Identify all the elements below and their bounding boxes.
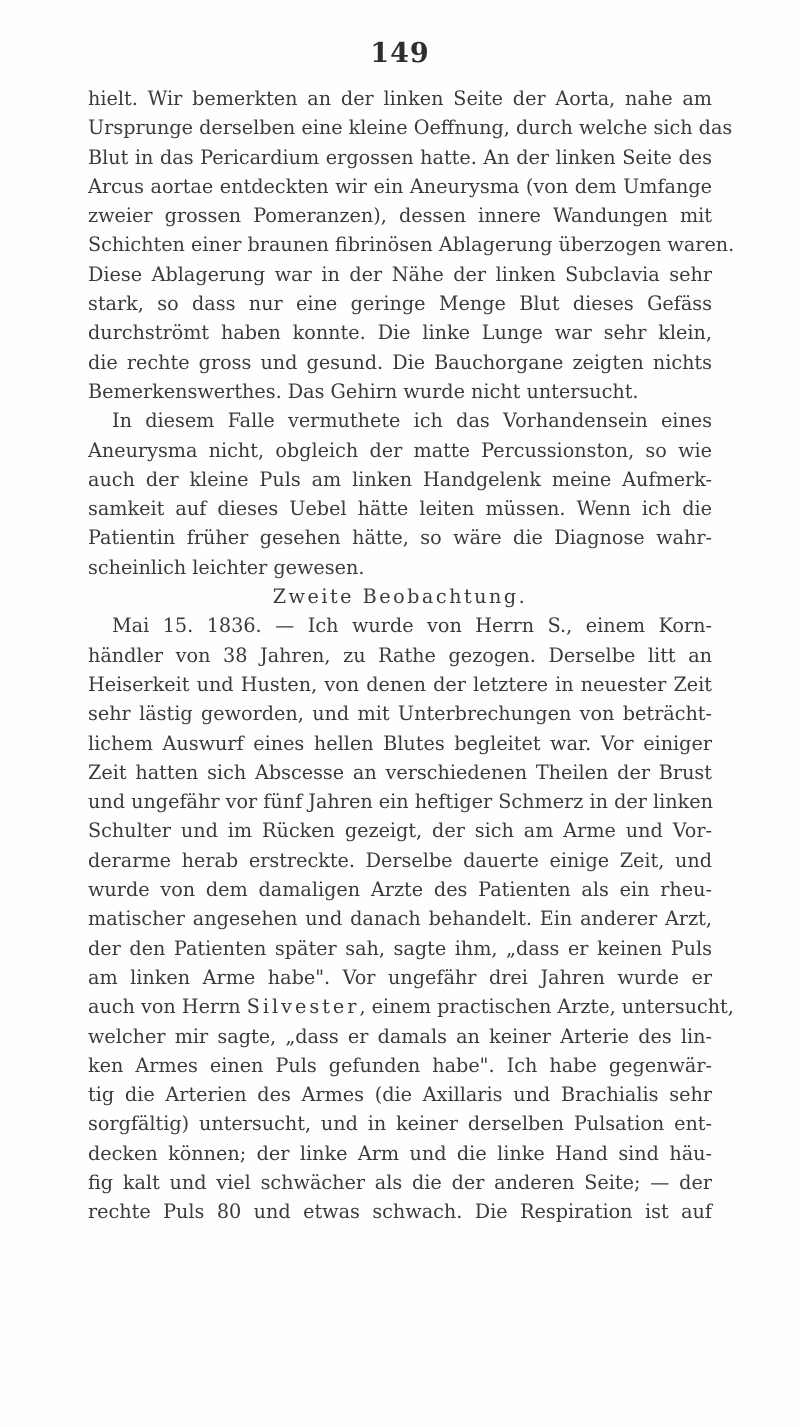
text-line: Aneurysma nicht, obgleich der matte Percussionston, so wie [88, 438, 712, 462]
name-line-prefix: auch von Herrn [88, 995, 247, 1019]
text-line: matischer angesehen und danach behandelt. Ein anderer Arzt, [88, 907, 712, 931]
text-line: derarme herab erstreckte. Derselbe dauerte einige Zeit, und [88, 848, 712, 872]
paragraph-2 [88, 406, 712, 582]
text-line: und ungefähr vor fünf Jahren ein heftiger Schmerz in der linken [88, 790, 713, 814]
text-line: decken können; der linke Arm und die linke Hand sind häu- [88, 1141, 712, 1165]
text-line: Heiserkeit und Husten, von denen der letztere in neuester Zeit [88, 672, 712, 696]
paragraph-1 [88, 84, 735, 406]
person-name: Silvester [246, 995, 360, 1019]
text-line: scheinlich leichter gewesen. [88, 555, 365, 579]
text-line: zweier grossen Pomeranzen), dessen innere Wandungen mit [88, 204, 712, 228]
text-line: Schulter und im Rücken gezeigt, der sich am Arme und Vor- [88, 819, 712, 843]
text-line: tig die Arterien des Armes (die Axillaris und Brachialis sehr [88, 1083, 712, 1107]
text-line: sorgfältig) untersucht, und in keiner derselben Pulsation ent- [88, 1112, 712, 1136]
text-line: Arcus aortae entdeckten wir ein Aneurysma (von dem Umfange [88, 174, 712, 198]
text-line: am linken Arme habe". Vor ungefähr drei Jahren wurde er [88, 965, 712, 989]
text-line: Diese Ablagerung war in der Nähe der linken Subclavia sehr [88, 262, 712, 286]
text-line-with-name [88, 992, 734, 1021]
page-number: 149 [370, 38, 430, 69]
text-line: lichem Auswurf eines hellen Blutes begleitet war. Vor einiger [88, 731, 712, 755]
text-line: der den Patienten später sah, sagte ihm, „dass er keinen Puls [88, 936, 712, 960]
text-line: durchströmt haben konnte. Die linke Lunge war sehr klein, [88, 321, 712, 345]
body-text [88, 84, 735, 1227]
text-line: Mai 15. 1836. — Ich wurde von Herrn S., einem Korn- [112, 614, 712, 638]
text-line: auch der kleine Puls am linken Handgelenk meine Aufmerk- [88, 467, 712, 491]
text-line: Blut in das Pericardium ergossen hatte. An der linken Seite des [88, 145, 712, 169]
text-line: ken Armes einen Puls gefunden habe". Ich habe gegenwär- [88, 1053, 712, 1077]
text-line: samkeit auf dieses Uebel hätte leiten müssen. Wenn ich die [88, 497, 712, 521]
text-line: Zeit hatten sich Abscesse an verschiedenen Theilen der Brust [88, 760, 712, 784]
paragraph-3 [88, 611, 734, 1226]
text-line: Ursprunge derselben eine kleine Oeffnung, durch welche sich das [88, 116, 733, 140]
text-line: händler von 38 Jahren, zu Rathe gezogen. Derselbe litt an [88, 643, 712, 667]
text-line: welcher mir sagte, „dass er damals an keiner Arterie des lin- [88, 1024, 712, 1048]
name-line-suffix: , einem practischen Arzte, untersucht, [359, 995, 734, 1019]
text-line: In diesem Falle vermuthete ich das Vorhandensein eines [112, 409, 712, 433]
text-line: sehr lästig geworden, und mit Unterbrechungen von beträcht- [88, 702, 712, 726]
text-line: fig kalt und viel schwächer als die der anderen Seite; — der [88, 1170, 712, 1194]
text-line: wurde von dem damaligen Arzte des Patienten als ein rheu- [88, 878, 712, 902]
text-line: Bemerkenswerthes. Das Gehirn wurde nicht untersucht. [88, 379, 639, 403]
text-line: die rechte gross und gesund. Die Bauchorgane zeigten nichts [88, 350, 712, 374]
text-line: hielt. Wir bemerkten an der linken Seite der Aorta, nahe am [88, 87, 712, 110]
section-heading: Zweite Beobachtung. [272, 585, 528, 609]
text-line: stark, so dass nur eine geringe Menge Blut dieses Gefäss [88, 292, 712, 316]
text-line: rechte Puls 80 und etwas schwach. Die Respiration ist auf [88, 1200, 712, 1224]
text-line: Patientin früher gesehen hätte, so wäre die Diagnose wahr- [88, 526, 712, 550]
text-line: Schichten einer braunen fibrinösen Ablagerung überzogen waren. [88, 233, 735, 257]
